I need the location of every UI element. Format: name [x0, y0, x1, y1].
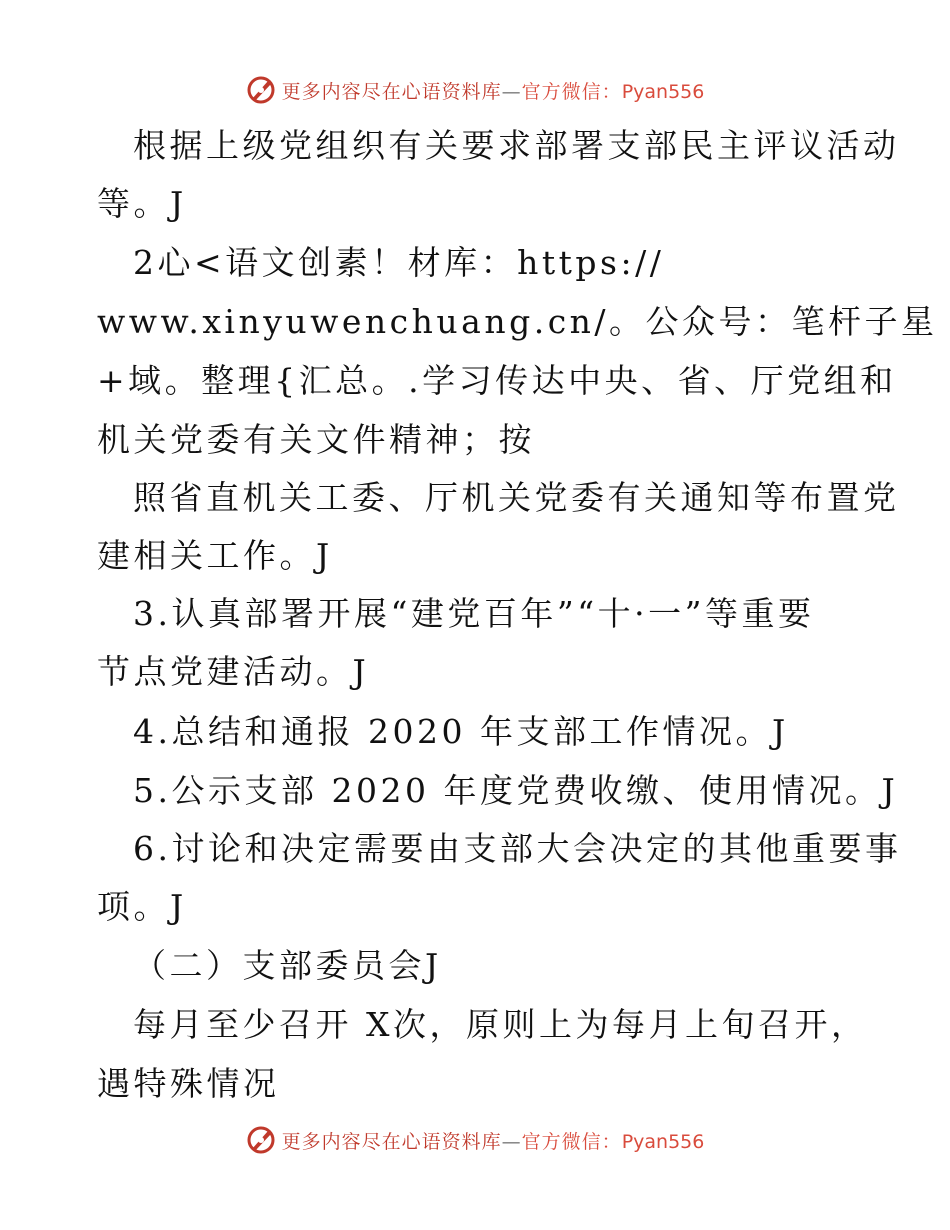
body-line-16: 每月至少召开 X次，原则上为每月上旬召开， — [133, 1005, 868, 1044]
body-line-3: 2心<语文创素！材库：https:// — [133, 243, 665, 282]
body-line-1: 根据上级党组织有关要求部署支部民主评议活动 — [133, 126, 900, 165]
body-line-12: 5.公示支部 2020 年度党费收缴、使用情况。J — [133, 771, 899, 810]
body-line-13: 6.讨论和决定需要由支部大会决定的其他重要事 — [133, 829, 902, 868]
body-line-15: （二）支部委员会J — [133, 946, 442, 985]
body-line-5: +域。整理{汇总。.学习传达中央、省、厅党组和 — [97, 361, 897, 400]
quill-logo-icon — [246, 75, 276, 105]
body-line-9: 3.认真部署开展“建党百年”“十·一”等重要 — [133, 594, 815, 633]
quill-logo-icon — [246, 1125, 276, 1155]
body-line-10: 节点党建活动。J — [97, 652, 370, 691]
body-line-2: 等。J — [97, 184, 187, 223]
body-line-7: 照省直机关工委、厅机关党委有关通知等布置党 — [133, 478, 900, 517]
footer-banner — [0, 1123, 950, 1157]
banner-wechat-id: Pyan556 — [621, 1130, 705, 1153]
body-line-17: 遇特殊情况 — [97, 1064, 280, 1103]
body-line-11: 4.总结和通报 2020 年支部工作情况。J — [133, 712, 789, 751]
banner-main-text: 更多内容尽在心语资料库 — [281, 80, 502, 103]
body-line-4: www.xinyuwenchuang.cn/。公众号：笔杆子星 — [97, 302, 938, 341]
banner-dash: — — [501, 1130, 522, 1153]
banner-wechat-label: 官方微信： — [521, 1130, 622, 1153]
body-line-14: 项。J — [97, 887, 187, 926]
body-line-6: 机关党委有关文件精神；按 — [97, 420, 535, 459]
banner-wechat-id: Pyan556 — [621, 80, 705, 103]
body-line-8: 建相关工作。J — [97, 536, 333, 575]
header-banner — [0, 73, 950, 107]
banner-dash: — — [501, 80, 522, 103]
banner-main-text: 更多内容尽在心语资料库 — [281, 1130, 502, 1153]
banner-text — [282, 1127, 705, 1154]
banner-text — [282, 77, 705, 104]
banner-wechat-label: 官方微信： — [521, 80, 622, 103]
